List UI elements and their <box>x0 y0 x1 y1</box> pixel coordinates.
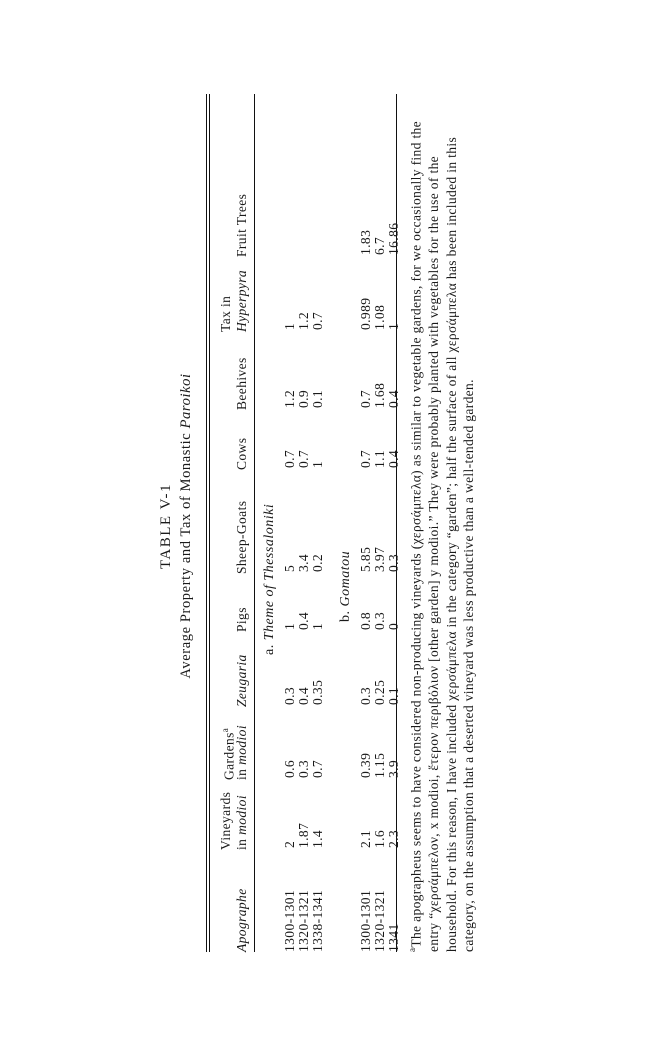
table-cell: 2 <box>282 840 297 848</box>
table-cell: 0.3 <box>386 553 401 572</box>
column-header-3-line2: in modioi <box>234 725 249 780</box>
row-apographe: 1300-1301 <box>282 889 297 952</box>
table-cell: 0.1 <box>386 686 401 705</box>
footnote-marker: a <box>407 947 417 952</box>
table-cell: 0.1 <box>310 389 325 408</box>
column-header-3-line1: Gardens$^a$ <box>220 727 237 780</box>
footnote-text: The apographeus seems to have considered non-producing vineyards (χερσάμπελα) as similar to vegetable gardens, for we occasionally find the entry “χερσάμπελον, x modioi, ἕτερον περιβόλιον [other garden] y modioi.” They were probably planted with vegetables for the use of the household. For this reason, I have included χερσάμπελα in the category “garden”; half the surface of all χερσάμπελα has been included in this category, on the assumption that a deserted vineyard was less productive than a well-tended garden. <box>408 121 476 952</box>
table-cell: 0.6 <box>282 759 297 778</box>
table-cell: 1 <box>310 460 325 468</box>
table-cell: 0.7 <box>296 449 311 468</box>
table-cell: 1 <box>386 322 401 330</box>
table-cell: 0.25 <box>372 679 387 705</box>
table-cell: 1.6 <box>372 829 387 848</box>
section-label <box>262 504 278 655</box>
table-cell: 0.4 <box>296 686 311 705</box>
section-name: Theme of Thessaloniki <box>262 503 277 641</box>
table-cell: 1 <box>282 622 297 630</box>
footnote <box>404 92 478 952</box>
section-prefix: a. <box>262 644 277 655</box>
table-cell: 0.4 <box>386 449 401 468</box>
column-header-5-line2: Pigs <box>234 607 249 632</box>
table-cell: 0 <box>386 622 401 630</box>
table-cell: 1.08 <box>372 304 387 330</box>
table-cell: 0.7 <box>282 449 297 468</box>
table-cell: 0.4 <box>296 611 311 630</box>
table-cell: 1.2 <box>282 389 297 408</box>
table-cell: 16.86 <box>386 222 401 255</box>
table-cell: 0.3 <box>372 611 387 630</box>
table-cell: 1.83 <box>358 229 373 255</box>
table-cell: 1.15 <box>372 752 387 778</box>
table-cell: 1.4 <box>310 829 325 848</box>
section-label <box>338 551 354 622</box>
table-subtitle <box>178 0 195 1052</box>
table-cell: 0.7 <box>310 311 325 330</box>
table-cell: 1.2 <box>296 311 311 330</box>
table-cell: 1 <box>282 322 297 330</box>
table-cell: 0.3 <box>358 686 373 705</box>
table-cell: 3.9 <box>386 759 401 778</box>
table-cell: 0.9 <box>296 389 311 408</box>
table-cell: 3.4 <box>296 553 311 572</box>
table-cell: 0.4 <box>386 389 401 408</box>
header-rule <box>254 94 255 952</box>
table-cell: 0.989 <box>358 297 373 330</box>
row-apographe: 1341 <box>386 923 401 952</box>
table-cell: 6.7 <box>372 236 387 255</box>
table-cell: 0.3 <box>296 759 311 778</box>
table-cell: 0.2 <box>310 553 325 572</box>
subtitle-text: Average Property and Tax of Monastic <box>178 428 194 679</box>
row-apographe: 1320-1321 <box>296 889 311 952</box>
column-header-9-line1: Tax in <box>218 295 233 332</box>
table-cell: 5.85 <box>358 546 373 572</box>
table-cell: 2.1 <box>358 829 373 848</box>
column-header-6-line2: Sheep-Goats <box>234 500 249 574</box>
section-prefix: b. <box>338 610 353 622</box>
column-header-7-line2: Cows <box>234 437 249 470</box>
column-header-8-line2: Beehives <box>234 357 249 410</box>
table-cell: 0.35 <box>310 679 325 705</box>
table-title: TABLE V-1 <box>158 482 174 570</box>
column-header-2-line1: Vineyards <box>218 791 233 850</box>
table-cell: 2.3 <box>386 829 401 848</box>
row-apographe: 1320-1321 <box>372 889 387 952</box>
table-cell: 1.68 <box>372 382 387 408</box>
row-apographe: 1338-1341 <box>310 889 325 952</box>
table-cell: 3.97 <box>372 546 387 572</box>
table-cell: 0.39 <box>358 752 373 778</box>
column-header-9-line2: Hyperpyra <box>234 269 249 332</box>
table-cell: 5 <box>282 564 297 572</box>
table-cell: 0.3 <box>282 686 297 705</box>
table-cell: 1.1 <box>372 449 387 468</box>
row-apographe: 1300-1301 <box>358 889 373 952</box>
table-cell: 1 <box>310 622 325 630</box>
table-cell: 1.87 <box>296 822 311 848</box>
column-header-1-line2: Apographe <box>234 888 249 952</box>
table-cell: 0.7 <box>358 449 373 468</box>
column-header-2-line2: in modioi <box>234 795 249 850</box>
section-name: Gomatou <box>338 550 353 607</box>
top-rule <box>206 94 207 952</box>
subtitle-italic: Paroikoi <box>178 373 194 429</box>
column-header-10-line2: Fruit Trees <box>234 193 249 257</box>
column-header-4-line2: Zeugaria <box>234 654 249 707</box>
table-cell: 0.7 <box>310 759 325 778</box>
top-rule-double <box>209 94 210 952</box>
table-cell: 0.7 <box>358 389 373 408</box>
table-cell: 0.8 <box>358 611 373 630</box>
